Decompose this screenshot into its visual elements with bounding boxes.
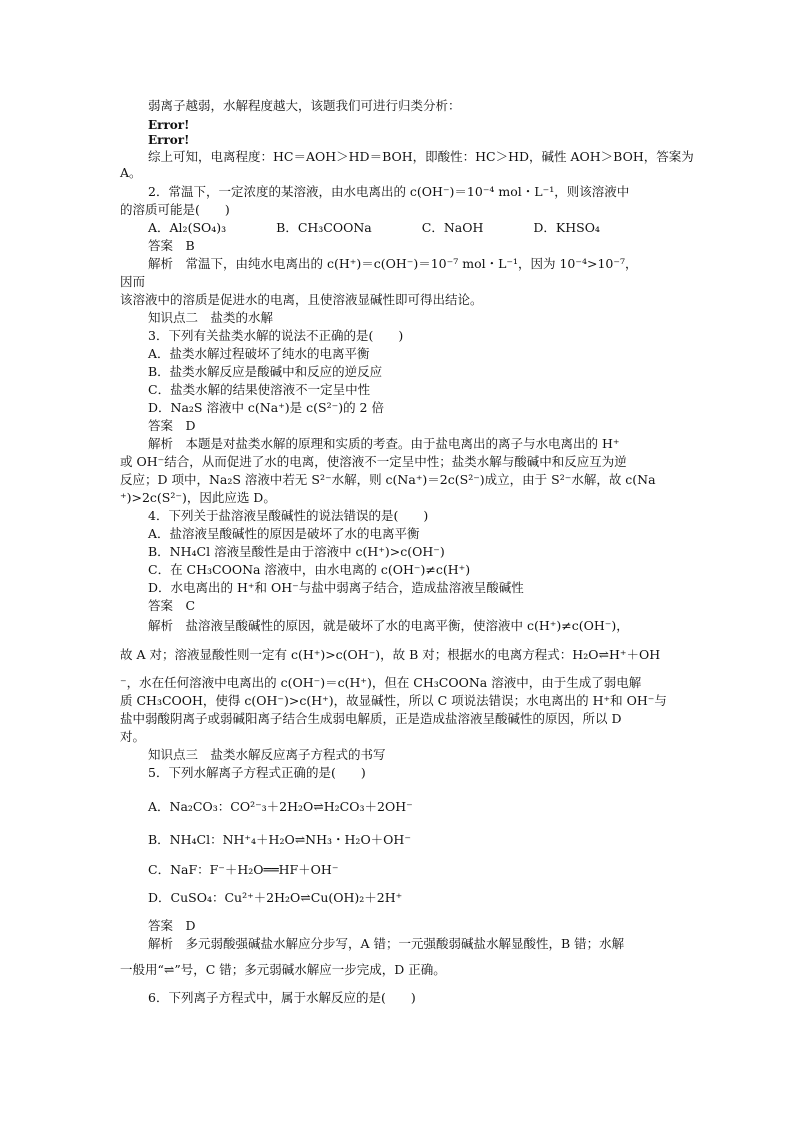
text-line: 反应；D 项中，Na₂S 溶液中若无 S²⁻水解，则 c(Na⁺)＝2c(S²⁻)成立，由于 S²⁻水解，故 c(Na [120,472,656,487]
option-a: A．盐溶液呈酸碱性的原因是破坏了水的电离平衡 [148,526,420,541]
analysis-line: 解析 多元弱酸强碱盐水解应分步写，A 错；一元强酸弱碱盐水解显酸性，B 错；水解 [148,936,625,951]
section-heading: 知识点三 盐类水解反应离子方程式的书写 [148,747,386,762]
analysis-line: 解析 盐溶液呈酸碱性的原因，就是破坏了水的电离平衡，使溶液中 c(H⁺)≠c(OH⁻)， [148,618,629,633]
text-line: 对。 [120,729,146,744]
text-line: 弱离子越弱，水解程度越大，该题我们可进行归类分析： [148,98,461,113]
text-line: 一般用“⇌”号，C 错；多元弱碱水解应一步完成，D 正确。 [120,962,446,977]
option-b: B．盐类水解反应是酸碱中和反应的逆反应 [148,364,383,379]
error-line: Error! [148,118,190,132]
question-2: 2．常温下，一定浓度的某溶液，由水电离出的 c(OH⁻)＝10⁻⁴ mol・L⁻¹，则该溶液中 [148,184,630,199]
error-line: Error! [148,133,190,147]
question-5: 5．下列水解离子方程式正确的是( ) [148,765,366,780]
option-b: B．NH₄Cl 溶液呈酸性是由于溶液中 c(H⁺)>c(OH⁻) [148,544,445,559]
text-line: 盐中弱酸阴离子或弱碱阳离子结合生成弱电解质，正是造成盐溶液呈酸碱性的原因，所以 D [120,711,622,726]
text-line: 因而 [120,274,146,289]
option-a: A．盐类水解过程破坏了纯水的电离平衡 [148,346,370,361]
answer-line: 答案 C [148,598,196,613]
analysis-line: 解析 常温下，由纯水电离出的 c(H⁺)＝c(OH⁻)＝10⁻⁷ mol・L⁻¹，因为 10⁻⁴>10⁻⁷， [148,256,638,271]
option-a: A．Na₂CO₃：CO²⁻₃＋2H₂O⇌H₂CO₃＋2OH⁻ [148,799,413,814]
analysis-line: 解析 本题是对盐类水解的原理和实质的考查。由于盐电离出的离子与水电离出的 H⁺ [148,436,620,451]
answer-line: 答案 D [148,418,196,433]
text-line: ⁻，水在任何溶液中电离出的 c(OH⁻)＝c(H⁺)，但在 CH₃COONa 溶液中，由于生成了弱电解 [120,675,642,690]
option-d: D．CuSO₄：Cu²⁺＋2H₂O⇌Cu(OH)₂＋2H⁺ [148,890,403,905]
text-line: ⁺)>2c(S²⁻)，因此应选 D。 [120,490,276,505]
option-c: C．在 CH₃COONa 溶液中，由水电离的 c(OH⁻)≠c(H⁺) [148,562,471,577]
question-6: 6．下列离子方程式中，属于水解反应的是( ) [148,990,416,1005]
text-line: 或 OH⁻结合，从而促进了水的电离，使溶液不一定呈中性；盐类水解与酸碱中和反应互为逆 [120,454,627,469]
question-4: 4．下列关于盐溶液呈酸碱性的说法错误的是( ) [148,508,429,523]
answer-line: 答案 B [148,238,195,253]
text-line: 综上可知，电离程度：HC＝AOH＞HD＝BOH，即酸性：HC＞HD，碱性 AOH＞BOH，答案为 [148,149,694,164]
options-line: A．Al₂(SO₄)₃ B．CH₃COONa C．NaOH D．KHSO₄ [148,220,600,235]
option-d: D．Na₂S 溶液中 c(Na⁺)是 c(S²⁻)的 2 倍 [148,400,384,415]
text-line: 的溶质可能是( ) [120,202,230,217]
text-line: A。 [120,165,142,180]
question-3: 3．下列有关盐类水解的说法不正确的是( ) [148,328,404,343]
section-heading: 知识点二 盐类的水解 [148,310,274,325]
option-d: D．水电离出的 H⁺和 OH⁻与盐中弱离子结合，造成盐溶液呈酸碱性 [148,580,524,595]
option-c: C．NaF：F⁻＋H₂O══HF＋OH⁻ [148,862,339,877]
text-line: 该溶液中的溶质是促进水的电离，且使溶液显碱性即可得出结论。 [120,292,483,307]
option-b: B．NH₄Cl：NH⁺₄＋H₂O⇌NH₃・H₂O＋OH⁻ [148,832,411,847]
text-line: 质 CH₃COOH，使得 c(OH⁻)>c(H⁺)，故显碱性，所以 C 项说法错误；水电离出的 H⁺和 OH⁻与 [120,693,667,708]
answer-line: 答案 D [148,918,196,933]
text-line: 故 A 对；溶液显酸性则一定有 c(H⁺)>c(OH⁻)，故 B 对；根据水的电离方程式：H₂O⇌H⁺＋OH [120,647,661,662]
option-c: C．盐类水解的结果使溶液不一定呈中性 [148,382,371,397]
